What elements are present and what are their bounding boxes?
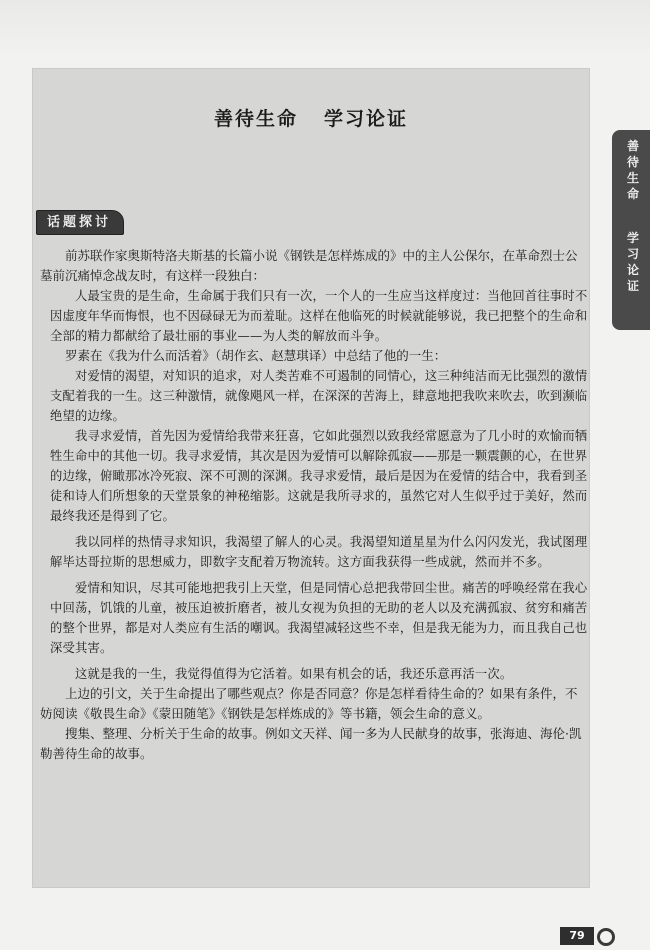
section-tag: 话题探讨 [36,210,124,235]
quote-russell-5: 这就是我的一生，我觉得值得为它活着。如果有机会的话，我还乐意再活一次。 [75,667,513,681]
article-body [40,246,588,764]
side-tab-line-1: 善待生命 [626,139,639,201]
paragraph-questions: 上边的引文，关于生命提出了哪些观点？你是否同意？你是怎样看待生命的？如果有条件，不妨阅读《敬畏生命》《蒙田随笔》《钢铁是怎样炼成的》等书籍，领会生命的意义。 [40,686,578,721]
quote-russell-3: 我以同样的热情寻求知识，我渴望了解人的心灵。我渴望知道星星为什么闪闪发光，我试图理解毕达哥拉斯的思想威力，即数字支配着万物流转。这方面我获得一些成就，然而并不多。 [50,535,588,569]
page-title [32,104,590,131]
page-marker-circle-icon [597,928,615,946]
title-part-1: 善待生命 [213,108,298,130]
page-top-margin [0,0,650,58]
quote-russell-2: 我寻求爱情，首先因为爱情给我带来狂喜，它如此强烈以致我经常愿意为了几小时的欢愉而牺牲生命中的其他一切。我寻求爱情，其次是因为爱情可以解除孤寂——那是一颗震颤的心，在世界的边缘，俯瞰那冰冷死寂、深不可测的深渊。我寻求爱情，最后是因为在爱情的结合中，我看到圣徒和诗人们所想象的天堂景象的神秘缩影。这就是我所寻求的，虽然它对人生似乎过于美好，然而最终我还是得到了它。 [50,429,588,523]
title-part-2: 学习论证 [324,108,409,130]
page-number: 79 [560,927,594,945]
quote-russell-4: 爱情和知识，尽其可能地把我引上天堂，但是同情心总把我带回尘世。痛苦的呼唤经常在我心中回荡，饥饿的儿童，被压迫被折磨者，被儿女视为负担的无助的老人以及充满孤寂、贫穷和痛苦的整个世界，都是对人类应有生活的嘲讽。我渴望减轻这些不幸，但是我无能为力，而且我自己也深受其害。 [50,581,588,655]
paragraph-russell-intro: 罗素在《我为什么而活着》（胡作玄、赵慧琪译）中总结了他的一生： [65,348,447,363]
quote-russell-1: 对爱情的渴望，对知识的追求，对人类苦难不可遏制的同情心，这三种纯洁而无比强烈的激情支配着我的一生。这三种激情，就像飓风一样，在深深的苦海上，肆意地把我吹来吹去，吹到濒临绝望的边缘。 [50,369,588,423]
quote-ostrovsky: 人最宝贵的是生命，生命属于我们只有一次，一个人的一生应当这样度过：当他回首往事时不因虚度年华而悔恨，也不因碌碌无为而羞耻。这样在他临死的时候就能够说，我已把整个的生命和全部的精力都献给了最壮丽的事业——为人类的解放而斗争。 [50,289,588,343]
chapter-side-tab [612,130,650,330]
paragraph-task: 搜集、整理、分析关于生命的故事。例如文天祥、闻一多为人民献身的故事，张海迪、海伦·凯勒善待生命的故事。 [40,726,582,761]
side-tab-line-2: 学习论证 [626,231,639,293]
paragraph-intro: 前苏联作家奥斯特洛夫斯基的长篇小说《钢铁是怎样炼成的》中的主人公保尔，在革命烈士公墓前沉痛悼念战友时，有这样一段独白： [40,248,578,283]
